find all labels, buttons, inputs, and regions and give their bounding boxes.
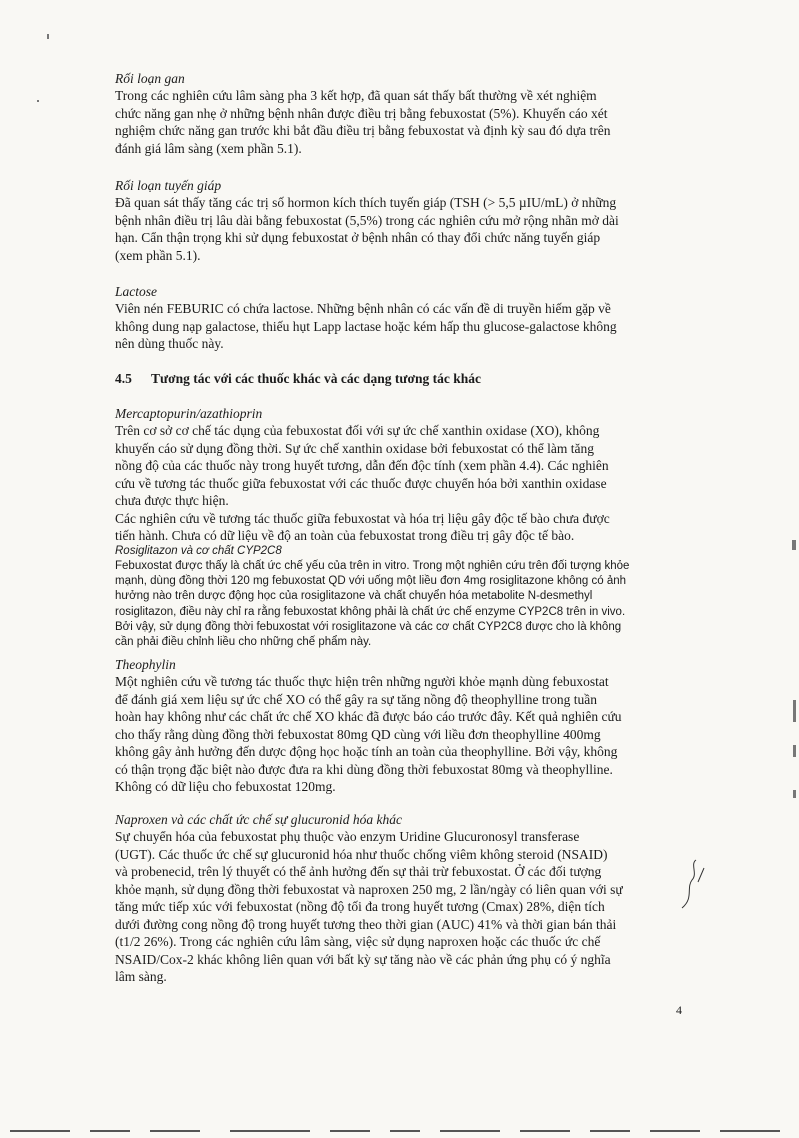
page-number: 4 (676, 1003, 682, 1017)
text-line: Febuxostat được thấy là chất ức chế yếu của trên in vitro. Trong một nghiên cứu trên đối tượng khỏe (115, 560, 630, 572)
section-mercaptopurin (115, 405, 687, 545)
scan-artifact (520, 1130, 570, 1132)
section-number: 4.5 (115, 371, 132, 386)
text-line: Một nghiên cứu về tương tác thuốc thực hiện trên những người khỏe mạnh dùng febuxostat (115, 674, 609, 689)
heading-mercaptopurin: Mercaptopurin/azathioprin (115, 406, 263, 421)
scan-artifact (590, 1130, 630, 1132)
heading-lactose: Lactose (115, 284, 157, 299)
section-title: Tương tác với các thuốc khác và các dạng tương tác khác (151, 371, 481, 386)
text-line: (xem phần 5.1). (115, 247, 201, 263)
heading-thyroid: Rối loạn tuyến giáp (115, 178, 222, 193)
scan-artifact (390, 1130, 420, 1132)
text-line: hưởng nào trên dược động học của rosiglitazone và chất chuyển hóa metabolite N-desmethyl (115, 590, 593, 603)
section-theophylin (115, 656, 687, 796)
text-line: Sự chuyển hóa của febuxostat phụ thuộc vào enzym Uridine Glucuronosyl transferase (115, 829, 580, 844)
text-line: để đánh giá xem liệu sự ức chế XO có thể gây ra sự tăng nồng độ theophylline trong tuần (115, 691, 597, 707)
heading-liver: Rối loạn gan (115, 71, 185, 86)
text-line: (t1/2 26%). Trong các nghiên cứu lâm sàng, việc sử dụng naproxen hoặc các thuốc ức chế (115, 934, 601, 949)
text-line: cho thấy rằng dùng đồng thời febuxostat 80mg QD cùng với liều đơn theophylline 400mg (115, 726, 601, 742)
scan-artifact (792, 540, 796, 550)
scan-artifact (37, 100, 39, 102)
section-lactose (115, 283, 687, 353)
section-naproxen (115, 811, 687, 986)
section-liver (115, 70, 687, 157)
scan-artifact (720, 1130, 780, 1132)
scan-artifact (793, 790, 796, 798)
text-line: cứu về tương tác thuốc giữa febuxostat với các thuốc được chuyển hóa bởi xanthin oxidase (115, 475, 607, 491)
text-line: chưa được thực hiện. (115, 493, 229, 508)
text-line: không gây ảnh hưởng đến dược động học hoặc tính an toàn của theophylline. Bởi vậy, không (115, 744, 618, 759)
section-4-5-heading (115, 371, 687, 387)
text-line: bệnh nhân điều trị lâu dài bằng febuxostat (5,5%) trong các nghiên cứu mở rộng nhãn mở dài (115, 212, 619, 228)
heading-theophylin: Theophylin (115, 657, 176, 672)
text-line: khỏe mạnh, sử dụng đồng thời febuxostat và naproxen 250 mg, 2 lần/ngày có liên quan với sự (115, 881, 623, 897)
text-line: NSAID/Cox-2 khác không liên quan với bất kỳ sự tăng nào về các phản ứng phụ có ý nghĩa (115, 951, 611, 967)
heading-naproxen: Naproxen và các chất ức chế sự glucuronid hóa khác (115, 812, 403, 827)
scan-artifact (330, 1130, 370, 1132)
text-line: khuyến cáo sử dụng đồng thời. Sự ức chế xanthin oxidase bởi febuxostat có thể làm tăng (115, 440, 595, 456)
text-line: rosiglitazon, điều này chỉ ra rằng febuxostat không phải là chất ức chế enzyme CYP2C8 trên in vivo. (115, 605, 626, 618)
text-line: chức năng gan nhẹ ở những bệnh nhân được điều trị bằng febuxostat (5%). Khuyến cáo xét (115, 105, 608, 121)
text-line: nghiệm chức năng gan trước khi bắt đầu điều trị bằng febuxostat và định kỳ sau đó dựa trên (115, 123, 611, 138)
text-line: đánh giá lâm sàng (xem phần 5.1). (115, 140, 302, 156)
scan-artifact (230, 1130, 310, 1132)
text-line: mạnh, dùng đồng thời 120 mg febuxostat QD với uống một liều đơn 4mg rosiglitazone không có ảnh (115, 575, 627, 588)
text-line: tăng mức tiếp xúc với febuxostat (nồng độ tối đa trong huyết tương (Cmax) 28%, diện tích (115, 899, 605, 914)
text-line: cần phải điều chỉnh liều cho những chế phẩm này. (115, 636, 372, 649)
text-line: hoàn hay không như các chất ức chế XO khác đã được báo cáo trước đây. Kết quả nghiên cứu (115, 709, 622, 724)
text-line: nên dùng thuốc này. (115, 336, 224, 351)
scan-artifact (90, 1130, 130, 1132)
text-line: không dung nạp galactose, thiếu hụt Lapp lactase hoặc kém hấp thu glucose-galactose không (115, 318, 617, 334)
section-thyroid (115, 177, 687, 264)
text-line: Các nghiên cứu về tương tác thuốc giữa febuxostat và hóa trị liệu gây độc tế bào chưa được (115, 510, 610, 526)
text-line: Không có dữ liệu cho febuxostat 120mg. (115, 779, 336, 794)
text-line: Bởi vậy, sử dụng đồng thời febuxostat với rosiglitazone và các cơ chất CYP2C8 được cho là không (115, 620, 622, 633)
scan-artifact (650, 1130, 700, 1132)
text-line: Viên nén FEBURIC có chứa lactose. Những bệnh nhân có các vấn đề di truyền hiếm gặp về (115, 301, 611, 316)
scan-artifact (150, 1130, 200, 1132)
section-rosiglitazon (115, 544, 687, 650)
scan-artifact (47, 34, 49, 39)
scan-artifact (793, 700, 796, 722)
text-line: Trên cơ sở cơ chế tác dụng của febuxostat đối với sự ức chế xanthin oxidase (XO), không (115, 423, 600, 438)
text-line: (UGT). Các thuốc ức chế sự glucuronid hóa như thuốc chống viêm không steroid (NSAID) (115, 846, 608, 862)
text-line: lâm sàng. (115, 969, 167, 984)
scan-artifact (10, 1130, 70, 1132)
text-line: nồng độ của các thuốc này trong huyết tương, dẫn đến độc tính (xem phần 4.4). Các nghiên (115, 458, 609, 473)
text-line: tiến hành. Chưa có dữ liệu về độ an toàn của febuxostat trong điều trị gây độc tế bào. (115, 528, 575, 543)
heading-rosiglitazon: Rosiglitazon và cơ chất CYP2C8 (115, 545, 282, 557)
text-line: hạn. Cẩn thận trọng khi sử dụng febuxostat ở bệnh nhân có thay đổi chức năng tuyến giáp (115, 230, 601, 245)
text-line: và probenecid, trên lý thuyết có thể ảnh hưởng đến sự thải trừ febuxostat. Ở các đối tượng (115, 864, 602, 879)
text-line: có thận trọng đặc biệt nào được đưa ra khi dùng đồng thời febuxostat 80mg và theophylline. (115, 761, 613, 777)
handwritten-mark (668, 858, 708, 918)
scan-artifact (440, 1130, 500, 1132)
scan-artifact (793, 745, 796, 757)
text-line: Trong các nghiên cứu lâm sàng pha 3 kết hợp, đã quan sát thấy bất thường về xét nghiệm (115, 88, 597, 103)
text-line: dưới đường cong nồng độ trong huyết tương theo thời gian (AUC) 41% và thời gian bán thải (115, 916, 617, 932)
text-line: Đã quan sát thấy tăng các trị số hormon kích thích tuyến giáp (TSH (> 5,5 µIU/mL) ở những (115, 195, 617, 210)
